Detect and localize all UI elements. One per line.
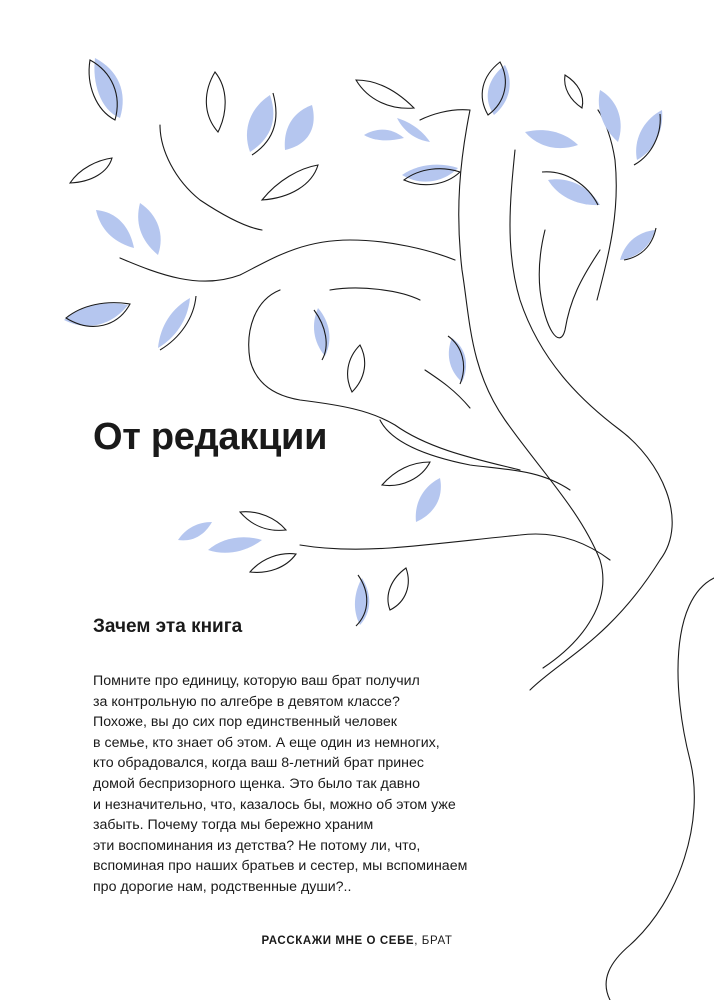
body-line: вспоминая про наших братьев и сестер, мы вспоминаем (93, 858, 468, 875)
page-title: От редакции (93, 416, 328, 458)
footer-book-suffix: , БРАТ (414, 935, 453, 947)
body-line: домой беспризорного щенка. Это было так давно (93, 775, 420, 792)
body-line: про дорогие нам, родственные души?.. (93, 878, 352, 895)
running-footer (0, 935, 714, 947)
section-subtitle: Зачем эта книга (93, 616, 243, 637)
body-line: и незначительно, что, казалось бы, можно об этом уже (93, 796, 456, 813)
body-paragraph (93, 671, 467, 898)
body-line: эти воспоминания из детства? Не потому ли, что, (93, 837, 421, 854)
body-line: Похоже, вы до сих пор единственный человек (93, 714, 397, 731)
body-line: кто обрадовался, когда ваш 8-летний брат принес (93, 755, 424, 772)
body-line: за контрольную по алгебре в девятом классе? (93, 693, 400, 710)
body-line: Помните про единицу, которую ваш брат получил (93, 673, 420, 689)
tree-leaves (64, 58, 662, 626)
body-line: забыть. Почему тогда мы бережно храним (93, 817, 374, 834)
footer-book-title: РАССКАЖИ МНЕ О СЕБЕ (261, 935, 415, 947)
body-line: в семье, кто знает об этом. А еще один из немногих, (93, 734, 440, 751)
